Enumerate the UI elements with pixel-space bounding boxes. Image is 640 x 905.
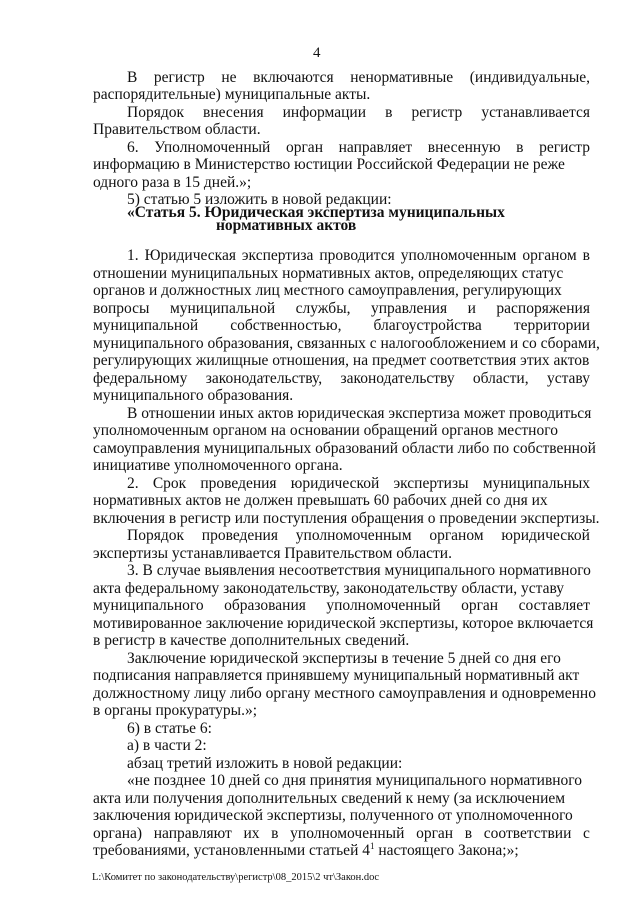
word: муниципального [93,597,204,614]
text-line: В отношении иных актов юридическая экспертиза может проводиться [127,405,592,422]
text-line: регулирующих жилищные отношения, на предмет соответствия этих актов [93,352,590,369]
word: муниципальной [93,317,199,334]
word: уполномоченным [400,247,517,264]
text-line: подписания направляется принявшему муниципальный нормативный акт [93,667,580,684]
word: распоряжения [496,300,590,317]
word: внесенную [427,139,501,156]
word: муниципальной [169,300,276,317]
text-line [127,528,590,544]
word: составляет [518,597,590,614]
text-line: мотивированное заключение юридической экспертизы, которое включается [93,615,594,632]
word: Порядок [127,527,184,544]
file-path-footer: L:\Комитет по законодательству\регистр\08_2015\2 чт\Закон.doc [92,872,380,883]
page-number: 4 [313,45,321,61]
word: орган [416,825,454,842]
text-line [93,826,590,842]
word: муниципальных [482,475,590,492]
text-line: органов и должностных лиц местного самоуправления, регулирующих [93,282,562,299]
text-line [127,140,590,156]
article-title: «Статья 5. Юридическая экспертиза муниципальных [127,204,505,221]
text-line: заключения юридической экспертизы, полученного от уполномоченного [93,807,573,824]
word: юридической [290,475,380,492]
text-line: акта федеральному законодательству, законодательству области, уставу [93,580,565,597]
text-line: уполномоченным органом на основании обращений органов местного [93,422,558,439]
text-line [127,248,590,264]
word: законодательству, [205,370,323,387]
word: образования [224,597,306,614]
word: территории [513,317,590,334]
word: юридической [501,527,590,544]
word: информации [282,104,367,121]
text-line: самоуправления муниципальных образований области либо по собственной [93,440,596,457]
word: 6. [127,139,139,156]
word: регистр [539,139,590,156]
word: в [271,825,279,842]
word: в [582,247,590,264]
text-line: акта или получения дополнительных сведений к нему (за исключением [93,790,566,807]
text-line: 3. В случае выявления несоответствия муниципального нормативного [127,562,591,579]
text-line: одного раза в 15 дней.»; [93,174,252,191]
word: уставу [546,370,590,387]
article-title-cont: нормативных актов [216,217,357,234]
word: управления [370,300,448,317]
word: органом [429,527,484,544]
word: устанавливается [481,104,590,121]
text-line [93,598,590,614]
text-line: «не позднее 10 дней со дня принятия муниципального нормативного [127,772,583,789]
word: включаются [253,69,334,86]
text-line-tail: настоящего Закона;»; [374,842,519,859]
text-line: информацию в Министерство юстиции Российской Федерации не реже [93,156,565,173]
word: службы, [295,300,351,317]
word: экспертиза [241,247,314,264]
text-line: распорядительные) муниципальные акты. [93,86,371,103]
word: направляет [338,139,413,156]
superscript: 1 [370,840,375,851]
text-line: должностному лицу либо органу местного самоуправления и одновременно [93,685,596,702]
text-line [93,301,590,317]
word: собственностью, [230,317,342,334]
word: соответствии [483,825,572,842]
text-line: муниципального образования, связанных с налогообложением и со сборами, [93,335,600,352]
word: уполномоченным [295,527,412,544]
word: внесения [203,104,264,121]
text-line: экспертизы устанавливается Правительством области. [93,545,452,562]
word: благоустройства [373,317,482,334]
word: проводится [319,247,395,264]
word: 1. [127,247,139,264]
word: уполномоченный [290,825,405,842]
text-line: 6) в статье 6: [127,720,212,737]
word: Срок [152,475,187,492]
text-line [127,476,590,492]
text-line: а) в части 2: [127,737,207,754]
word: с [583,825,590,842]
text-line [93,371,590,387]
text-line-head: требованиями, установленными статьей 4 [93,842,370,859]
word: В [127,69,138,86]
word: ненормативные [350,69,454,86]
word: экспертизы [393,475,469,492]
word: Юридическая [144,247,236,264]
word: орган [285,139,323,156]
text-line [93,318,590,334]
text-line: муниципального образования. [93,387,294,404]
word: вопросы [93,300,150,317]
word: Уполномоченный [154,139,271,156]
word: федеральному [93,370,188,387]
word: в [385,104,393,121]
word: законодательству [340,370,455,387]
word: их [243,825,260,842]
word: уполномоченный [326,597,441,614]
text-line: инициативе уполномоченного органа. [93,457,343,474]
text-line: в органы прокуратуры.»; [93,702,258,719]
word: области, [472,370,529,387]
text-line [127,105,590,121]
word: (индивидуальные, [469,69,590,86]
text-line: Заключение юридической экспертизы в течение 5 дней со дня его [127,650,561,667]
word: проведения [200,475,277,492]
word: органа) [93,825,143,842]
word: 2. [127,475,139,492]
word: не [221,69,237,86]
word: проведения [201,527,278,544]
word: регистр [411,104,463,121]
text-line [127,70,590,86]
text-line: абзац третий изложить в новой редакции: [127,755,403,772]
word: в [516,139,524,156]
word: в [464,825,473,842]
text-line: нормативных актов не должен превышать 60 рабочих дней со дня их [93,492,548,509]
text-line: отношении муниципальных нормативных актов, определяющих статус [93,265,564,282]
word: направляют [153,825,232,842]
text-line: Правительством области. [93,121,261,138]
text-line: включения в регистр или поступления обращения о проведении экспертизы. [93,510,600,527]
text-line-last [93,840,519,859]
text-line: 5) статью 5 изложить в новой редакции: [127,191,392,208]
word: и [467,300,476,317]
word: органом [522,247,577,264]
word: орган [461,597,499,614]
text-line: в регистр в качестве дополнительных сведений. [93,632,410,649]
word: Порядок [127,104,184,121]
word: регистр [153,69,205,86]
